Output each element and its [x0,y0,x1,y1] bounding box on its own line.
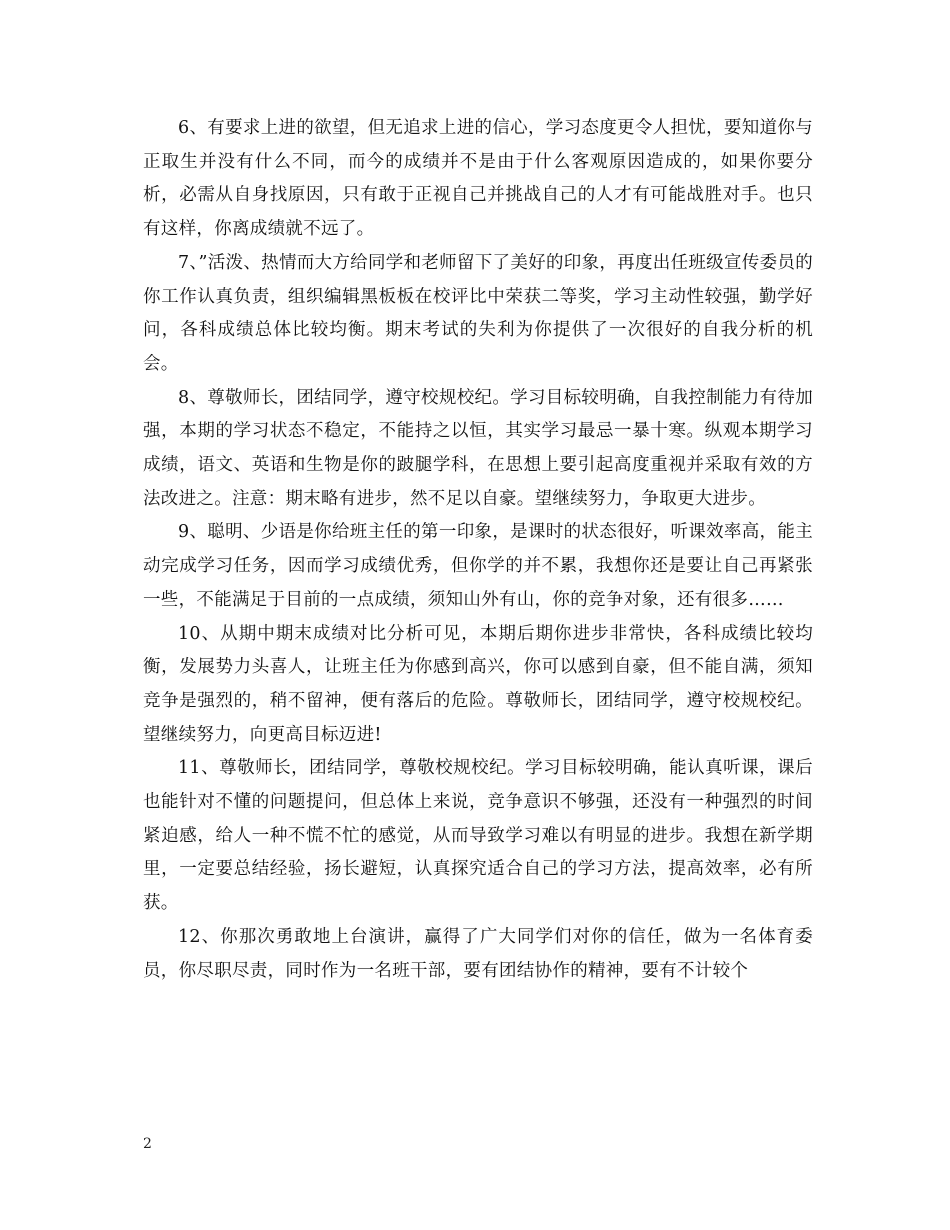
document-body [143,112,813,988]
paragraph-7: 7、”活泼、热情而大方给同学和老师留下了美好的印象，再度出任班级宣传委员的你工作认真负责，组织编辑黑板板在校评比中荣获二等奖，学习主动性较强，勤学好问，各科成绩总体比较均衡。期末考试的失利为你提供了一次很好的自我分析的机会。 [143,252,813,374]
paragraph-8: 8、尊敬师长，团结同学，遵守校规校纪。学习目标较明确，自我控制能力有待加强，本期的学习状态不稳定，不能持之以恒，其实学习最忌一暴十寒。纵观本期学习成绩，语文、英语和生物是你的跛腿学科，在思想上要引起高度重视并采取有效的方法改进之。注意：期末略有进步，然不足以自豪。望继续努力，争取更大进步。 [143,387,813,509]
paragraph-10: 10、从期中期末成绩对比分析可见，本期后期你进步非常快，各科成绩比较均衡，发展势力头喜人，让班主任为你感到高兴，你可以感到自豪，但不能自满，须知竞争是强烈的，稍不留神，便有落后的危险。尊敬师长，团结同学，遵守校规校纪。望继续努力，向更高目标迈进! [143,623,813,745]
paragraph-6: 6、有要求上进的欲望，但无追求上进的信心，学习态度更令人担忧，要知道你与正取生并没有什么不同，而今的成绩并不是由于什么客观原因造成的，如果你要分析，必需从自身找原因，只有敢于正视自己并挑战自己的人才有可能战胜对手。也只有这样，你离成绩就不远了。 [143,118,813,240]
paragraph-12: 12、你那次勇敢地上台演讲，赢得了广大同学们对你的信任，做为一名体育委员，你尽职尽责，同时作为一名班干部，要有团结协作的精神，要有不计较个 [143,926,813,981]
paragraph-11: 11、尊敬师长，团结同学，尊敬校规校纪。学习目标较明确，能认真听课，课后也能针对不懂的问题提问，但总体上来说，竞争意识不够强，还没有一种强烈的时间紧迫感，给人一种不慌不忙的感觉，从而导致学习难以有明显的进步。我想在新学期里，一定要总结经验，扬长避短，认真探究适合自己的学习方法，提高效率，必有所获。 [143,758,813,914]
paragraph-9: 9、聪明、少语是你给班主任的第一印象，是课时的状态很好，听课效率高，能主动完成学习任务，因而学习成绩优秀，但你学的并不累，我想你还是要让自己再紧张一些，不能满足于目前的一点成绩，须知山外有山，你的竞争对象，还有很多…… [143,522,813,610]
page-number: 2 [143,1136,152,1152]
